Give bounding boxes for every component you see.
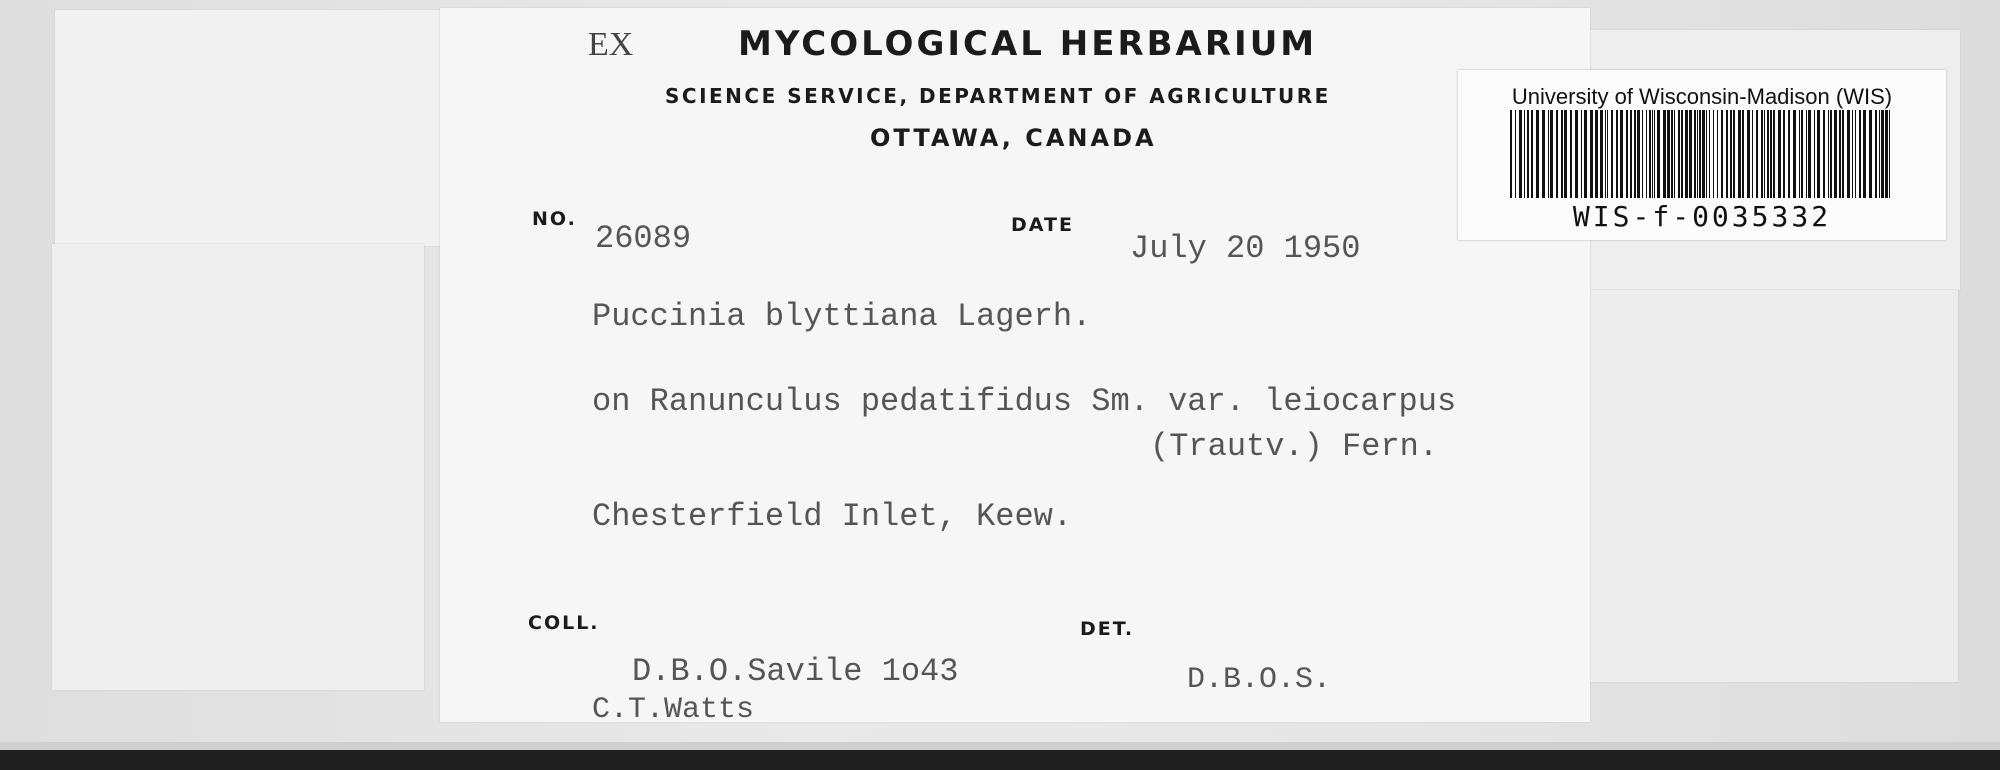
barcode-bar bbox=[1747, 110, 1750, 198]
barcode-bar bbox=[1863, 110, 1866, 198]
barcode-bar bbox=[1828, 110, 1829, 198]
barcode-bar bbox=[1885, 110, 1888, 198]
herbarium-department: SCIENCE SERVICE, DEPARTMENT OF AGRICULTURE bbox=[665, 84, 1331, 108]
herbarium-title: MYCOLOGICAL HERBARIUM bbox=[738, 24, 1318, 64]
barcode-bar bbox=[1561, 110, 1563, 198]
barcode-bar bbox=[1671, 110, 1673, 198]
catalog-number: WIS-f-0035332 bbox=[1572, 200, 1832, 233]
barcode-bar bbox=[1595, 110, 1598, 198]
collection-date: July 20 1950 bbox=[1130, 230, 1361, 267]
host-line-1: on Ranunculus pedatifidus Sm. var. leiocarpus bbox=[592, 383, 1457, 420]
barcode-bar bbox=[1730, 110, 1732, 198]
barcode-bar bbox=[1847, 110, 1850, 198]
barcode-bar bbox=[1713, 110, 1714, 198]
barcode-bar bbox=[1756, 110, 1758, 198]
barcode-bar bbox=[1875, 110, 1877, 198]
barcode-bar bbox=[1642, 110, 1643, 198]
barcode-bar bbox=[1817, 110, 1820, 198]
collector-line-2: C.T.Watts bbox=[592, 693, 755, 727]
barcode-bar bbox=[1823, 110, 1825, 198]
barcode-bar bbox=[1515, 110, 1516, 198]
barcode-bar bbox=[1788, 110, 1790, 198]
species-name: Puccinia blyttiana Lagerh. bbox=[592, 298, 1092, 335]
barcode-bar bbox=[1830, 110, 1832, 198]
barcode-bar bbox=[1600, 110, 1603, 198]
herbarium-location: OTTAWA, CANADA bbox=[870, 124, 1157, 152]
barcode-bar bbox=[1752, 110, 1753, 198]
barcode-bar bbox=[1761, 110, 1763, 198]
number-label: NO. bbox=[532, 208, 577, 230]
barcode-bar bbox=[1742, 110, 1744, 198]
barcode-bar bbox=[1834, 110, 1837, 198]
locality: Chesterfield Inlet, Keew. bbox=[592, 498, 1073, 535]
barcode-bar bbox=[1770, 110, 1772, 198]
collector-line-1: D.B.O.Savile 1o43 bbox=[632, 653, 959, 690]
barcode-bar bbox=[1674, 110, 1675, 198]
barcode-bar bbox=[1738, 110, 1741, 198]
barcode-bar bbox=[1634, 110, 1636, 198]
barcode-bar bbox=[1570, 110, 1572, 198]
institution-name: University of Wisconsin-Madison (WIS) bbox=[1511, 84, 1893, 109]
barcode-bar bbox=[1519, 110, 1522, 198]
barcode-bar bbox=[1667, 110, 1670, 198]
barcode-bar bbox=[1652, 110, 1653, 198]
barcode-bar bbox=[1542, 110, 1545, 198]
sheet-bottom-edge bbox=[0, 742, 2000, 750]
host-line-2: (Trautv.) Fern. bbox=[1150, 428, 1439, 465]
barcode-bar bbox=[1685, 110, 1688, 198]
barcode-bar bbox=[1726, 110, 1728, 198]
barcode-bar bbox=[1694, 110, 1696, 198]
overlapping-stamp-fragment bbox=[1290, 14, 1480, 28]
barcode-bar bbox=[1889, 110, 1890, 198]
specimen-number: 26089 bbox=[595, 220, 692, 257]
barcode-bar bbox=[1663, 110, 1666, 198]
barcode-bar bbox=[1646, 110, 1647, 198]
barcode-bar bbox=[1852, 110, 1853, 198]
barcode-bar bbox=[1793, 110, 1796, 198]
ex-prefix: EX bbox=[588, 26, 634, 63]
collector-label: COLL. bbox=[528, 612, 600, 634]
barcode-bar bbox=[1524, 110, 1525, 198]
barcode-bar bbox=[1548, 110, 1549, 198]
barcode-bar bbox=[1605, 110, 1606, 198]
barcode-bar bbox=[1806, 110, 1807, 198]
barcode-bar bbox=[1681, 110, 1683, 198]
barcode-bar bbox=[1778, 110, 1781, 198]
packet-flap-top-left bbox=[55, 10, 440, 246]
barcode-bar bbox=[1855, 110, 1856, 198]
barcode-bar bbox=[1584, 110, 1587, 198]
barcode-bar bbox=[1721, 110, 1723, 198]
barcode-bar bbox=[1616, 110, 1618, 198]
barcode-bar bbox=[1581, 110, 1582, 198]
barcode-bar bbox=[1510, 110, 1512, 198]
barcode-bar bbox=[1575, 110, 1578, 198]
barcode-bar bbox=[1550, 110, 1553, 198]
barcode-bar bbox=[1706, 110, 1707, 198]
barcode-bar bbox=[1842, 110, 1844, 198]
barcode-bar bbox=[1764, 110, 1765, 198]
barcode-bar bbox=[1702, 110, 1705, 198]
determiner: D.B.O.S. bbox=[1187, 663, 1332, 697]
barcode-bar bbox=[1879, 110, 1880, 198]
specimen-label bbox=[440, 8, 1590, 727]
barcode-bar bbox=[1717, 110, 1718, 198]
barcode-bar bbox=[1654, 110, 1655, 198]
barcode-bar bbox=[1697, 110, 1698, 198]
barcode-bar bbox=[1556, 110, 1558, 198]
barcode-bar bbox=[1783, 110, 1785, 198]
barcode-bar bbox=[1649, 110, 1651, 198]
barcode-bar bbox=[1808, 110, 1811, 198]
barcode-bar bbox=[1799, 110, 1800, 198]
barcode-bar bbox=[1607, 110, 1608, 198]
determiner-label: DET. bbox=[1080, 618, 1135, 640]
barcode-bar bbox=[1801, 110, 1803, 198]
barcode-bar bbox=[1590, 110, 1593, 198]
barcode-bar bbox=[1767, 110, 1769, 198]
barcode-bar bbox=[1709, 110, 1710, 198]
barcode-bar bbox=[1626, 110, 1628, 198]
barcode-bar bbox=[1637, 110, 1640, 198]
barcode-bar bbox=[1611, 110, 1613, 198]
barcode-label bbox=[1458, 70, 1946, 240]
barcode-bar bbox=[1773, 110, 1775, 198]
barcode-bar bbox=[1859, 110, 1861, 198]
packet-flap-bottom-right bbox=[1590, 290, 1958, 682]
date-label: DATE bbox=[1011, 214, 1074, 236]
barcode-bar bbox=[1881, 110, 1884, 198]
barcode-bar bbox=[1814, 110, 1815, 198]
barcode-bar bbox=[1689, 110, 1692, 198]
barcode-bar bbox=[1839, 110, 1841, 198]
barcode-bar bbox=[1733, 110, 1735, 198]
barcode-bar bbox=[1657, 110, 1660, 198]
packet-flap-bottom-left bbox=[52, 244, 424, 690]
barcode-bar bbox=[1630, 110, 1632, 198]
barcode-bar bbox=[1527, 110, 1529, 198]
barcode-image bbox=[1510, 110, 1894, 198]
barcode-bar bbox=[1699, 110, 1701, 198]
barcode-bar bbox=[1531, 110, 1533, 198]
barcode-bar bbox=[1869, 110, 1872, 198]
barcode-bar bbox=[1620, 110, 1623, 198]
barcode-bar bbox=[1678, 110, 1680, 198]
barcode-bar bbox=[1536, 110, 1539, 198]
barcode-bar bbox=[1564, 110, 1567, 198]
